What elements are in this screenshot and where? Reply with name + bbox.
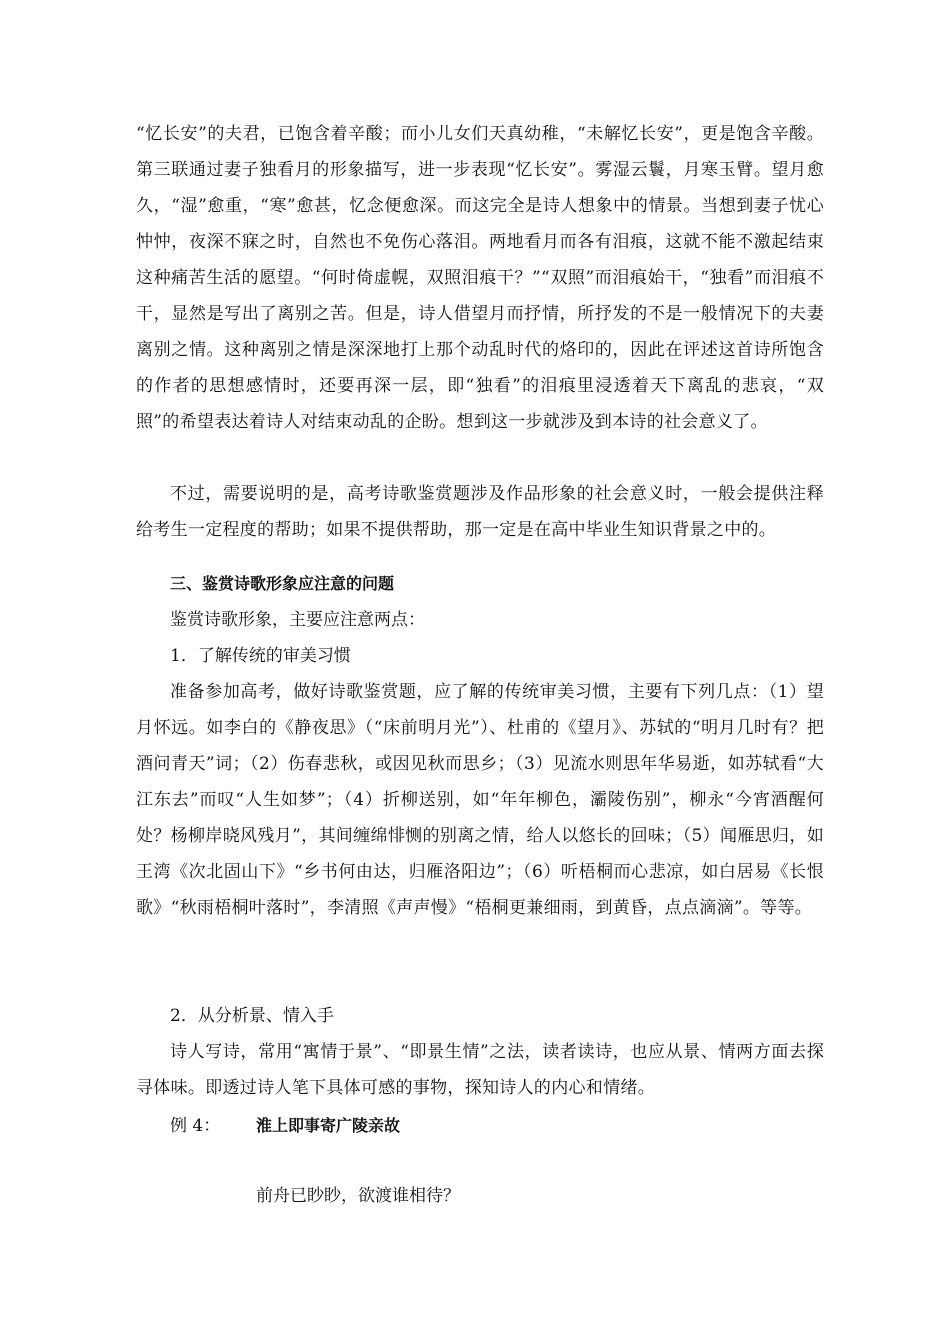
paragraph-note: 不过，需要说明的是，高考诗歌鉴赏题涉及作品形象的社会意义时，一般会提供注释给考生一定程度的帮助；如果不提供帮助，那一定是在高中毕业生知识背景之中的。: [136, 484, 824, 540]
paragraph-aesthetics: 准备参加高考，做好诗歌鉴赏题，应了解的传统审美习惯，主要有下列几点：（1）望月怀远。如李白的《静夜思》（“床前明月光”）、杜甫的《望月》、苏轼的“明月几时有？把酒问青天”词；（2）伤春悲秋，或因见秋而思乡；（3）见流水则思年华易逝，如苏轼看“大江东去”而叹“人生如梦”；（4）折柳送别，如“年年柳色，灞陵伤别”，柳永“今宵酒醒何处？杨柳岸晓风残月”，其间缠绵悱恻的别离之情，给人以悠长的回味；（5）闻雁思归，如王湾《次北固山下》“乡书何由达，归雁洛阳边”；（6）听梧桐而心悲凉，如白居易《长恨歌》“秋雨梧桐叶落时”，李清照《声声慢》“梧桐更兼细雨，到黄昏，点点滴滴”。等等。: [136, 682, 824, 918]
poem-line-1: 前舟已眇眇，欲渡谁相待？: [256, 1186, 460, 1206]
subheading-aesthetics: 1．了解传统的审美习惯: [170, 646, 351, 666]
paragraph-analysis: “忆长安”的夫君，已饱含着辛酸；而小儿女们天真幼稚，“未解忆长安”，更是饱含辛酸。第三联通过妻子独看月的形象描写，进一步表现“忆长安”。雾湿云鬟，月寒玉臂。望月愈久，“湿”愈重，“寒”愈甚，忆念便愈深。而这完全是诗人想象中的情景。当想到妻子忧心忡忡，夜深不寐之时，自然也不免伤心落泪。两地看月而各有泪痕，这就不能不激起结束这种痛苦生活的愿望。“何时倚虚幌，双照泪痕干？”“双照”而泪痕始干，“独看”而泪痕不干，显然是写出了离别之苦。但是，诗人借望月而抒情，所抒发的不是一般情况下的夫妻离别之情。这种离别之情是深深地打上那个动乱时代的烙印的，因此在评述这首诗所饱含的作者的思想感情时，还要再深一层，即“独看”的泪痕里浸透着天下离乱的悲哀，“双照”的希望表达着诗人对结束动乱的企盼。想到这一步就涉及到本诗的社会意义了。: [136, 124, 824, 432]
section-heading: 三、鉴赏诗歌形象应注意的问题: [170, 574, 395, 593]
example-label: 例 4：: [170, 1116, 221, 1136]
example-title: 淮上即事寄广陵亲故: [256, 1116, 401, 1135]
paragraph-scene-emotion: 诗人写诗，常用“寓情于景”、“即景生情”之法，读者读诗，也应从景、情两方面去探寻体味。即透过诗人笔下具体可感的事物，探知诗人的内心和情绪。: [136, 1042, 824, 1098]
paragraph-intro: 鉴赏诗歌形象，主要应注意两点：: [170, 610, 425, 630]
subheading-scene-emotion: 2．从分析景、情入手: [170, 1006, 334, 1026]
